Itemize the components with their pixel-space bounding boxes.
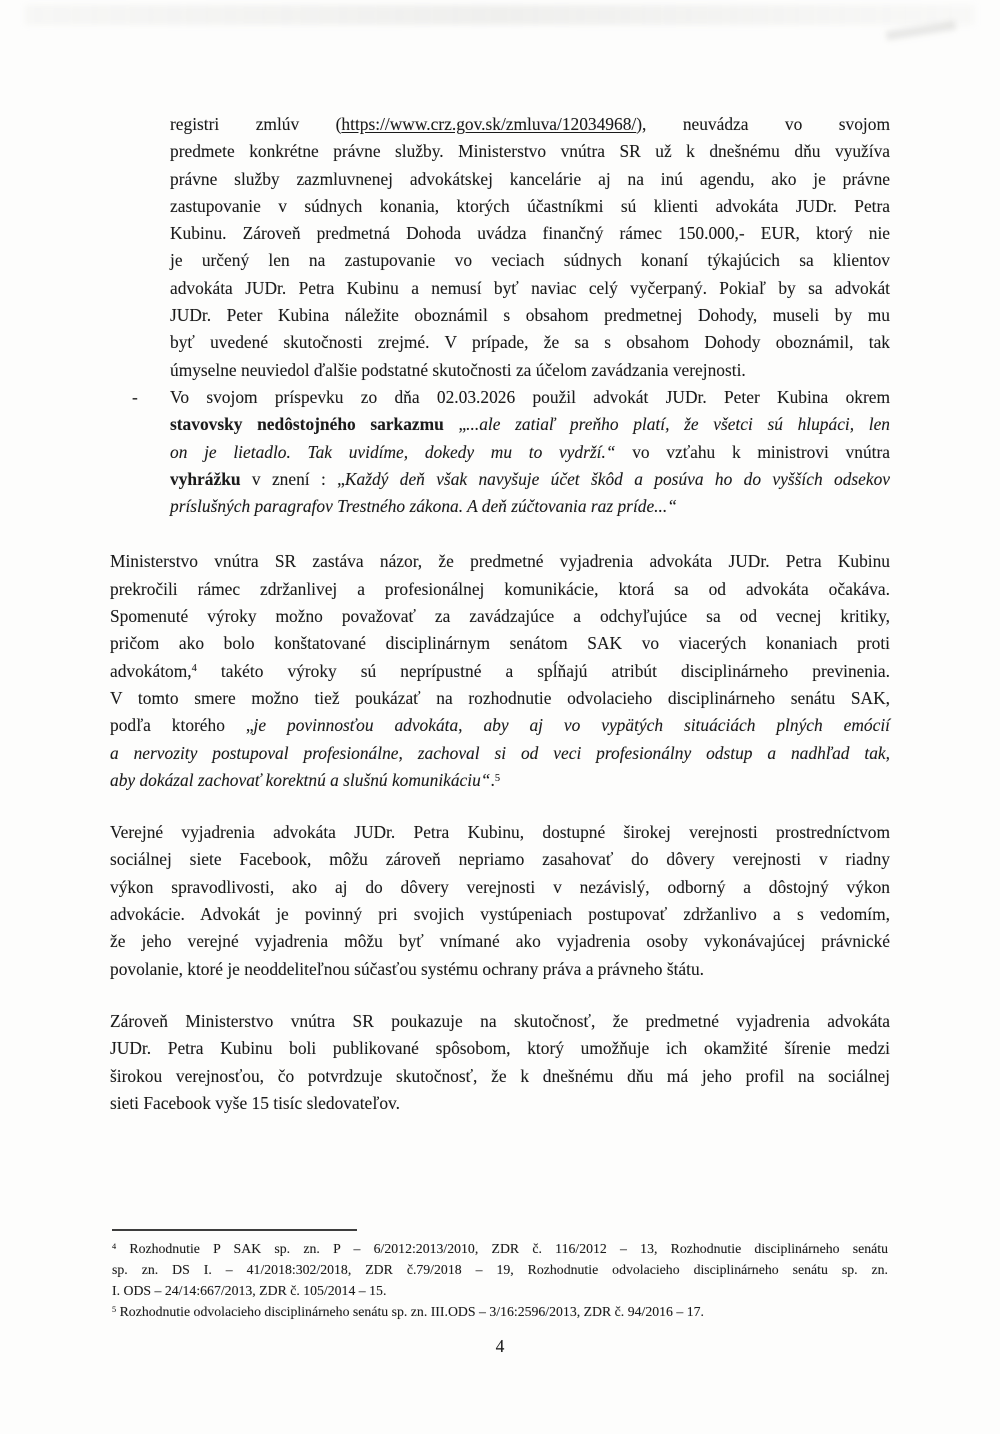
text-line: Ministerstvo vnútra SR zastáva názor, že predmetné vyjadrenia advokáta JUDr. Petra Kubinu [110, 551, 890, 572]
text-line: aby dokázal zachovať korektnú a slušnú komunikáciu“.$^5$ [110, 769, 501, 790]
text-line: predmete konkrétne právne služby. Ministerstvo vnútra SR už k dnešnému dňu využíva [170, 141, 890, 162]
text-line: úmyselne neuviedol ďalšie podstatné skutočnosti za účelom zavádzania verejnosti. [170, 359, 746, 380]
text-line: povolanie, ktoré je neoddeliteľnou súčasťou systému ochrany práva a právneho štátu. [110, 958, 705, 979]
text-line: zastupovanie v súdnych konania, ktorých účastníkmi sú klienti advokáta JUDr. Petra [170, 195, 890, 216]
text-line: stavovsky nedôstojného sarkazmu „...ale zatiaľ preňho platí, že všetci sú hlupáci, len [170, 414, 890, 435]
paragraph-ministry-opinion [110, 548, 890, 794]
text-line: advokátom,$^4$ takéto výroky sú neprípustné a spĺňajú atribút disciplinárneho previnenia. [110, 660, 890, 681]
text-line: $^5$ Rozhodnutie odvolacieho disciplinárneho senátu sp. zn. III.ODS – 3/16:2596/2013, ZDR č. 94/2016 – 17. [112, 1303, 704, 1319]
text-line: Zároveň Ministerstvo vnútra SR poukazuje na skutočnosť, že predmetné vyjadrenia advokáta [110, 1010, 890, 1031]
text-line: byť uvedené skutočnosti zrejmé. V prípade, že sa s obsahom Dohody oboznámil, tak [170, 332, 890, 353]
contract-url-link[interactable]: https://www.crz.gov.sk/zmluva/12034968/ [341, 114, 637, 134]
bullet-facebook-post [132, 384, 891, 520]
footnotes [0, 1239, 1000, 1323]
text-line: Spomenuté výroky možno považovať za zavádzajúce a odchyľujúce sa od vecnej kritiky, [110, 606, 890, 627]
paragraph-contract-scope [170, 111, 890, 384]
footnote-separator [112, 1229, 357, 1231]
text-line: podľa ktorého „je povinnosťou advokáta, aby aj vo vypätých situáciách plných emócií [110, 715, 890, 736]
text-line: prekročili rámec zdržanlivej a profesionálnej komunikácie, ktorá sa od advokáta očakáva. [110, 578, 890, 599]
text-line: I. ODS – 24/14:667/2013, ZDR č. 105/2014 – 15. [112, 1282, 387, 1298]
bullet-marker: - [132, 386, 138, 407]
footnote-4 [112, 1239, 888, 1302]
text-line: sociálnej siete Facebook, môžu zároveň nepriamo zasahovať do dôvery verejnosti v riadny [110, 849, 890, 870]
footnote-5 [112, 1302, 888, 1323]
paragraph-public-statements [110, 819, 890, 983]
text-line: výkon spravodlivosti, ako aj do dôvery verejnosti v nezávislý, odborný a dôstojný výkon [110, 876, 890, 897]
text-line: je určený len na zastupovanie vo veciach súdnych konaní týkajúcich sa klientov [170, 250, 890, 271]
text-line: právne služby zazmluvnenej advokátskej kancelárie aj na inú agendu, ako je právne [170, 168, 890, 189]
text-line: on je lietadlo. Tak uvidíme, dokedy mu to vydrží.“ vo vzťahu k ministrovi vnútra [170, 441, 890, 462]
text-line: sp. zn. DS I. – 41/2018:302/2018, ZDR č.79/2018 – 19, Rozhodnutie odvolacieho disciplinárneho senátu sp. zn. [112, 1262, 888, 1277]
text-line: advokácie. Advokát je povinný pri svojich vystúpeniach postupovať zdržanlivo a s vedomím, [110, 904, 890, 925]
text-line: a nervozity postupoval profesionálne, zachoval si od veci profesionálny odstup a nadhľad tak, [110, 742, 890, 763]
text-line: registri zmlúv (https://www.crz.gov.sk/zmluva/12034968/), neuvádza vo svojom [170, 114, 890, 134]
text-line: advokáta JUDr. Petra Kubinu a nemusí byť naviac celý vyčerpaný. Pokiaľ by sa advokát [170, 277, 890, 298]
text-line: Kubinu. Zároveň predmetná Dohoda uvádza finančný rámec 150.000,- EUR, ktorý nie [170, 223, 890, 244]
scan-artifact [25, 5, 975, 25]
text-line: vyhrážku v znení : „Každý deň však navyšuje účet škôd a posúva ho do vyšších odsekov [170, 468, 891, 489]
paragraph-distribution-reach [110, 1008, 890, 1117]
text-line: JUDr. Peter Kubina náležite oboznámil s obsahom predmetnej Dohody, museli by mu [170, 305, 890, 326]
text-line: príslušných paragrafov Trestného zákona. A deň zúčtovania raz príde...“ [170, 496, 677, 517]
page-number: 4 [495, 1335, 505, 1356]
text-line: JUDr. Petra Kubinu boli publikované spôsobom, ktorý umožňuje ich okamžité šírenie medzi [110, 1038, 890, 1059]
text-line: Verejné vyjadrenia advokáta JUDr. Petra Kubinu, dostupné širokej verejnosti prostredníctvom [110, 822, 890, 843]
text-line: sieti Facebook vyše 15 tisíc sledovateľov. [110, 1092, 400, 1113]
text-line: $^4$ Rozhodnutie P SAK sp. zn. P – 6/2012:2013/2010, ZDR č. 116/2012 – 13, Rozhodnutie disciplinárneho senátu [112, 1241, 888, 1257]
text-line: že jeho verejné vyjadrenia môžu byť vnímané ako vyjadrenia osoby vykonávajúcej právnické [110, 931, 890, 952]
text-line: Vo svojom príspevku zo dňa 02.03.2026 použil advokát JUDr. Peter Kubina okrem [170, 386, 890, 407]
text-line: širokou verejnosťou, čo potvrdzuje skutočnosť, že k dnešnému dňu má jeho profil na sociálnej [110, 1065, 890, 1086]
text-line: pričom ako bolo konštatované disciplinárnym senátom SAK vo viacerých konaniach proti [110, 633, 890, 654]
text-line: V tomto smere možno tiež poukázať na rozhodnutie odvolacieho disciplinárneho senátu SAK, [110, 687, 890, 708]
